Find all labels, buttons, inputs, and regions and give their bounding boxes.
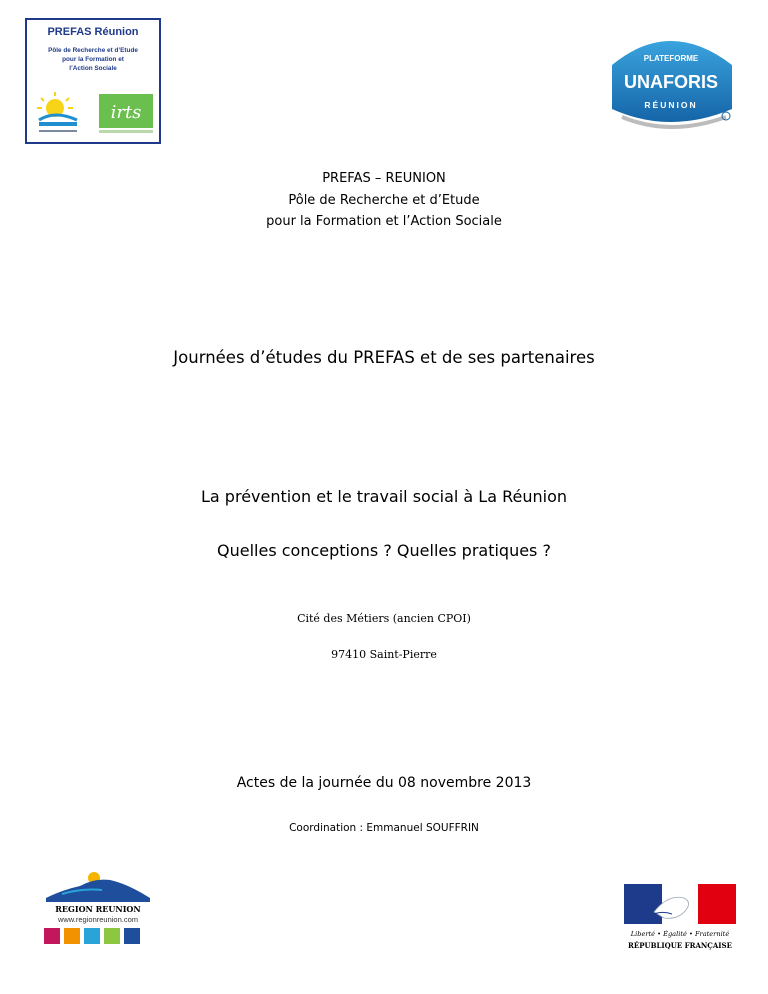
unaforis-name: UNAFORIS bbox=[624, 72, 718, 92]
prefas-logo-title: PREFAS Réunion bbox=[47, 26, 139, 38]
page-title: Journées d’études du PREFAS et de ses partenaires bbox=[173, 348, 595, 367]
header-line-3: pour la Formation et l’Action Sociale bbox=[266, 214, 502, 229]
header-line-2: Pôle de Recherche et d’Etude bbox=[288, 193, 480, 208]
prefas-logo-line3: l’Action Sociale bbox=[69, 65, 117, 72]
subtitle-1: La prévention et le travail social à La Réunion bbox=[201, 487, 567, 506]
rf-name: RÉPUBLIQUE FRANÇAISE bbox=[628, 941, 732, 950]
region-url: www.regionreunion.com bbox=[57, 915, 139, 924]
header-line-1: PREFAS – REUNION bbox=[322, 171, 446, 186]
subtitle-2: Quelles conceptions ? Quelles pratiques ? bbox=[217, 541, 551, 560]
region-color-square bbox=[44, 928, 60, 944]
coordination-line: Coordination : Emmanuel SOUFFRIN bbox=[289, 822, 479, 834]
actes-line: Actes de la journée du 08 novembre 2013 bbox=[236, 775, 532, 791]
region-name: REGION REUNION bbox=[55, 904, 141, 914]
region-color-square bbox=[124, 928, 140, 944]
prefas-logo-line2: pour la Formation et bbox=[62, 56, 124, 63]
region-color-square bbox=[104, 928, 120, 944]
svg-text:irts: irts bbox=[110, 102, 142, 123]
region-reunion-logo bbox=[32, 868, 160, 948]
unaforis-bottom-label: RÉUNION bbox=[644, 100, 698, 110]
rf-motto: Liberté • Égalité • Fraternité bbox=[630, 930, 730, 938]
unaforis-top-label: PLATEFORME bbox=[643, 54, 699, 63]
venue-line-1: Cité des Métiers (ancien CPOI) bbox=[297, 612, 471, 625]
venue-line-2: 97410 Saint-Pierre bbox=[331, 648, 437, 661]
unaforis-logo bbox=[600, 25, 742, 131]
prefas-partner-logos-icon bbox=[33, 90, 155, 140]
region-color-square bbox=[64, 928, 80, 944]
republique-francaise-logo bbox=[620, 880, 740, 958]
prefas-logo bbox=[25, 18, 161, 144]
prefas-logo-line1: Pôle de Recherche et d’Etude bbox=[48, 47, 138, 54]
region-color-square bbox=[84, 928, 100, 944]
